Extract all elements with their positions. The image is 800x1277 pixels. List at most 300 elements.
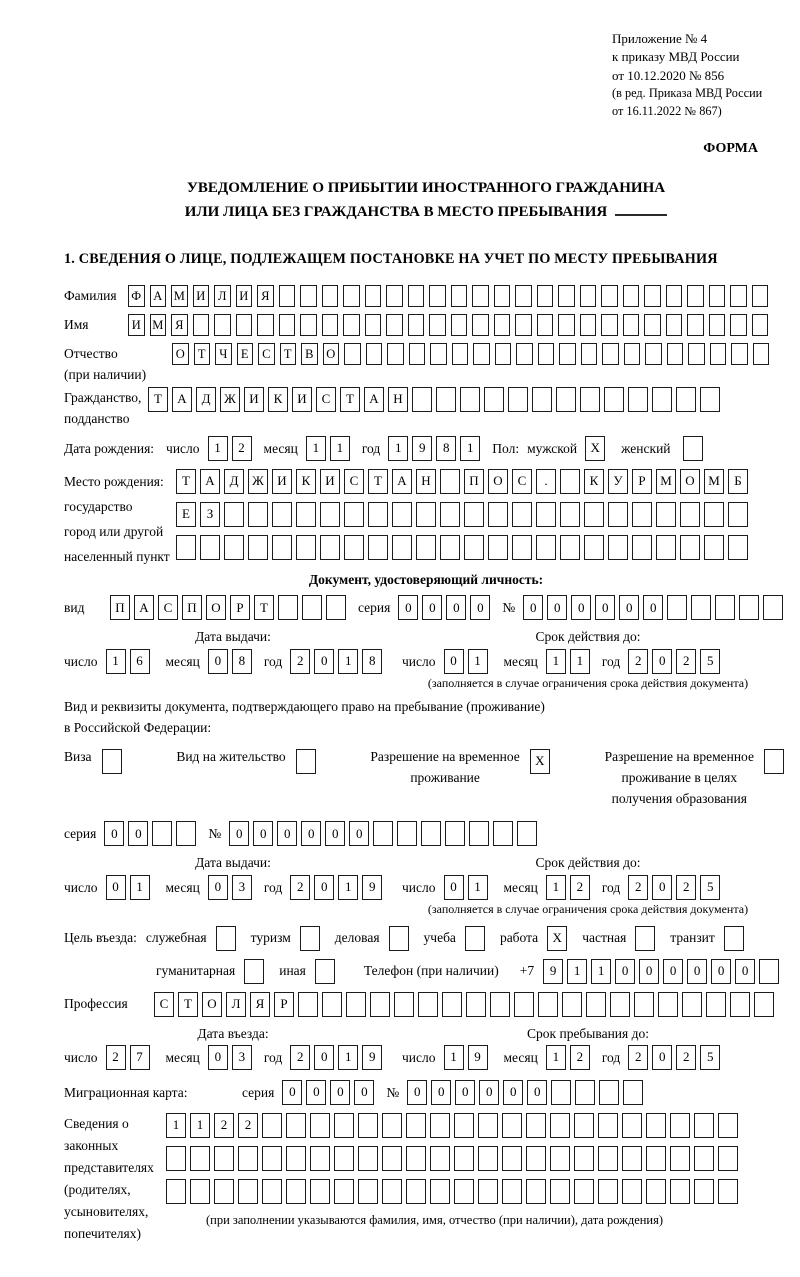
char-box [382,1179,402,1204]
birth-month-boxes [306,436,354,461]
char-box [704,502,724,527]
char-box [440,469,460,494]
representatives-line2 [166,1146,742,1171]
char-box: 0 [595,595,615,620]
char-box [728,502,748,527]
char-box [451,285,468,307]
char-box: 2 [676,1045,696,1070]
char-box [551,1080,571,1105]
char-box: 1 [567,959,587,984]
char-box [310,1179,330,1204]
char-box: 2 [676,649,696,674]
char-box: И [244,387,264,412]
char-box: 0 [615,959,635,984]
char-box: М [656,469,676,494]
char-box [490,992,510,1017]
private-checkbox [635,926,659,951]
char-box [646,1179,666,1204]
char-box: 9 [362,875,382,900]
char-box: И [292,387,312,412]
char-box: О [202,992,222,1017]
char-box [644,314,661,336]
citizenship-boxes [148,387,724,412]
permit-series-boxes [104,821,200,846]
char-box [344,502,364,527]
char-box [451,314,468,336]
char-box [574,1113,594,1138]
char-box: Р [632,469,652,494]
char-box: 0 [354,1080,374,1105]
char-box [466,992,486,1017]
char-box [460,387,480,412]
permit-issue-month-boxes [208,875,256,900]
char-box [691,595,711,620]
permit-issue-year-boxes [290,875,386,900]
char-box [718,1179,738,1204]
business-checkbox [389,926,413,951]
char-box: Б [728,469,748,494]
char-box [710,343,727,365]
char-box [278,595,298,620]
char-box [598,1146,618,1171]
residence-permit-item [176,747,319,774]
char-box: 0 [503,1080,523,1105]
char-box [580,285,597,307]
char-box [763,595,783,620]
char-box: О [488,469,508,494]
char-box: 0 [301,821,321,846]
char-box: Т [178,992,198,1017]
char-box [484,387,504,412]
char-box [537,285,554,307]
char-box [262,1179,282,1204]
profession-label: Профессия [64,996,128,1012]
char-box [574,1146,594,1171]
char-box: 2 [570,875,590,900]
char-box: 2 [214,1113,234,1138]
char-box: 1 [546,649,566,674]
stay-until-label: Срок пребывания до: [527,1025,649,1041]
purpose-row-1 [64,926,788,951]
char-box [718,1113,738,1138]
char-box [550,1146,570,1171]
char-box: О [206,595,226,620]
char-box [598,1113,618,1138]
char-box [472,314,489,336]
char-box [343,314,360,336]
permit-valid-year-boxes [628,875,724,900]
char-box: 0 [470,595,490,620]
char-box [667,343,684,365]
issue-date-label: Дата выдачи: [195,629,271,645]
char-box [262,1113,282,1138]
doc-dates-row [64,628,788,674]
char-box [560,535,580,560]
char-box [334,1146,354,1171]
char-box: 0 [643,595,663,620]
business-label: деловая [334,930,380,946]
char-box: К [268,387,288,412]
stay-month-boxes [546,1045,594,1070]
char-box: 9 [412,436,432,461]
char-box [646,1113,666,1138]
visa-checkbox [102,749,126,774]
char-box: Н [416,469,436,494]
edu-permit-label: Разрешение на временное проживание в целях получения образования [604,748,754,806]
char-box: Ж [220,387,240,412]
char-box: 0 [422,595,442,620]
section1-heading: 1. СВЕДЕНИЯ О ЛИЦЕ, ПОДЛЕЖАЩЕМ ПОСТАНОВКЕ НА УЧЕТ ПО МЕСТУ ПРЕБЫВАНИЯ [64,251,718,268]
char-box [623,314,640,336]
char-box [652,387,672,412]
char-box: 0 [523,595,543,620]
char-box: И [320,469,340,494]
char-box: X [530,749,550,774]
char-box: 1 [338,649,358,674]
char-box: Т [176,469,196,494]
char-box: Ж [248,469,268,494]
char-box: 1 [106,649,126,674]
header-line: Приложение № 4 [612,31,708,46]
day-label: число [166,440,200,456]
char-box [236,314,253,336]
char-box [272,535,292,560]
transit-label: транзит [670,930,715,946]
char-box [687,285,704,307]
residence-permit-checkbox [296,749,320,774]
char-box [667,595,687,620]
char-box [279,314,296,336]
char-box: П [464,469,484,494]
char-box: П [182,595,202,620]
doc-issue-month-boxes [208,649,256,674]
name-boxes [128,314,773,336]
char-box: X [547,926,567,951]
representatives-label: Сведения о законных представителях (родителях, усыновителях, попечителях) [64,1116,154,1242]
char-box: 3 [232,1045,252,1070]
char-box [752,285,769,307]
char-box: 6 [130,649,150,674]
char-box: А [392,469,412,494]
char-box: 0 [571,595,591,620]
char-box: 0 [208,1045,228,1070]
char-box: 1 [338,875,358,900]
char-box: 1 [591,959,611,984]
char-box: 9 [362,1045,382,1070]
char-box [601,314,618,336]
right-doc-text1: Вид и реквизиты документа, подтверждающего право на пребывание (проживание) [64,698,545,714]
char-box: 0 [547,595,567,620]
char-box: П [110,595,130,620]
char-box [537,314,554,336]
char-box: 1 [130,875,150,900]
char-box [724,926,744,951]
char-box [279,285,296,307]
birthplace-line2 [176,502,752,527]
work-label: работа [499,930,539,946]
char-box [623,285,640,307]
representatives-line3 [166,1179,742,1204]
char-box: И [236,285,253,307]
char-box [478,1179,498,1204]
permit-issue-col: Дата выдачи: число 0 1 месяц 0 3 год 2 0 1 9 [64,854,402,900]
char-box [478,1146,498,1171]
entry-date-col: Дата въезда: число 2 7 месяц 0 3 год 2 0 1 9 [64,1025,402,1071]
char-box [412,387,432,412]
temp-permit-label: Разрешение на временное проживание [370,748,520,785]
validity-note: (заполняется в случае ограничения срока действия документа) [427,676,749,690]
char-box [628,387,648,412]
valid-until-label: Срок действия до: [535,629,641,645]
char-box: 1 [166,1113,186,1138]
char-box [704,535,724,560]
permit-issue-day-boxes [106,875,154,900]
char-box: 0 [253,821,273,846]
char-box [683,436,703,461]
month-label: месяц [263,440,298,456]
char-box [272,502,292,527]
char-box: 5 [700,875,720,900]
char-box [445,821,465,846]
char-box [622,1179,642,1204]
char-box [730,992,750,1017]
permit-series-row [64,821,788,846]
char-box: Д [224,469,244,494]
char-box [495,343,512,365]
doc-kind-row [64,595,788,620]
char-box: 1 [338,1045,358,1070]
char-box: 0 [208,875,228,900]
char-box [326,595,346,620]
char-box [709,314,726,336]
char-box: С [154,992,174,1017]
char-box [296,535,316,560]
char-box: Т [368,469,388,494]
birthplace-line1 [176,469,752,494]
char-box [366,343,383,365]
char-box [368,535,388,560]
char-box: 0 [652,649,672,674]
char-box [214,314,231,336]
char-box: 0 [407,1080,427,1105]
migration-series-boxes [282,1080,378,1105]
char-box: 0 [431,1080,451,1105]
char-box [632,535,652,560]
surname-boxes [128,285,773,307]
char-box [550,1113,570,1138]
year-label: год [361,440,381,456]
doc-valid-month-boxes [546,649,594,674]
char-box: 0 [229,821,249,846]
char-box [472,285,489,307]
char-box: О [172,343,189,365]
stay-until-col: Срок пребывания до: число 1 9 месяц 1 2 год 2 0 2 5 [402,1025,774,1071]
char-box: 1 [468,649,488,674]
char-box [430,343,447,365]
citizenship-row [64,387,788,429]
char-box [558,314,575,336]
char-box [430,1113,450,1138]
char-box [731,343,748,365]
char-box: 1 [460,436,480,461]
char-box: 9 [543,959,563,984]
char-box [646,1146,666,1171]
char-box [632,502,652,527]
char-box [580,387,600,412]
migration-card-row: Миграционная карта: серия 0 0 0 0 № 0 0 0 0 0 0 [64,1080,788,1105]
char-box [382,1146,402,1171]
char-box [469,821,489,846]
doc-kind-label: вид [64,600,85,616]
char-box: 0 [208,649,228,674]
char-box [320,502,340,527]
char-box [700,387,720,412]
tourism-checkbox [300,926,324,951]
char-box: В [301,343,318,365]
char-box: 2 [628,875,648,900]
char-box [387,343,404,365]
char-box [315,959,335,984]
char-box [493,821,513,846]
char-box [406,1179,426,1204]
permit-series-label: серия [64,826,97,842]
char-box [257,314,274,336]
char-box: 0 [325,821,345,846]
char-box [473,343,490,365]
char-box: X [585,436,605,461]
purpose-label: Цель въезда: [64,930,137,946]
birthplace-line3 [176,535,752,560]
official-label: служебная [145,930,207,946]
char-box [344,535,364,560]
char-box: Р [274,992,294,1017]
char-box [682,992,702,1017]
citizenship-label: Гражданство, подданство [64,389,142,426]
char-box: 0 [663,959,683,984]
char-box: М [704,469,724,494]
char-box: 1 [208,436,228,461]
char-box [334,1113,354,1138]
char-box [176,821,196,846]
entry-dates-row [64,1025,788,1071]
char-box [300,926,320,951]
title-underline [615,201,667,217]
study-checkbox [465,926,489,951]
char-box: 0 [277,821,297,846]
char-box: Д [196,387,216,412]
char-box [512,535,532,560]
char-box [452,343,469,365]
char-box: Л [226,992,246,1017]
char-box [581,343,598,365]
char-box [373,821,393,846]
stay-day-boxes [444,1045,492,1070]
char-box [739,595,759,620]
char-box [574,1179,594,1204]
char-box: 2 [570,1045,590,1070]
char-box: 1 [546,875,566,900]
char-box [436,387,456,412]
char-box: 1 [330,436,350,461]
char-box [166,1146,186,1171]
char-box [358,1179,378,1204]
char-box [302,595,322,620]
char-box [464,502,484,527]
birthplace-boxes [176,469,752,568]
char-box: 0 [128,821,148,846]
char-box [764,749,784,774]
char-box [238,1146,258,1171]
char-box: 8 [362,649,382,674]
char-box [102,749,122,774]
char-box [429,314,446,336]
char-box: 0 [106,875,126,900]
char-box [429,285,446,307]
char-box: К [296,469,316,494]
char-box: 5 [700,1045,720,1070]
birthdate-label: Дата рождения: [64,440,155,456]
char-box [515,314,532,336]
char-box: А [200,469,220,494]
char-box: 1 [388,436,408,461]
char-box [200,535,220,560]
char-box [358,1113,378,1138]
char-box: О [323,343,340,365]
representatives-boxes [166,1113,742,1228]
edu-permit-checkbox [764,749,788,774]
char-box [706,992,726,1017]
char-box [687,314,704,336]
birthplace-label: Место рождения: государство город или другой населенный пункт [64,473,170,564]
temp-permit-item [370,747,553,789]
char-box [406,1113,426,1138]
char-box: 0 [652,875,672,900]
char-box: 2 [290,1045,310,1070]
tourism-label: туризм [250,930,291,946]
doc-issue-day-boxes [106,649,154,674]
char-box [248,502,268,527]
char-box: 0 [398,595,418,620]
char-box [368,502,388,527]
char-box [752,314,769,336]
char-box [365,314,382,336]
char-box [298,992,318,1017]
char-box [409,343,426,365]
char-box: Ф [128,285,145,307]
permit-valid-month-boxes [546,875,594,900]
char-box [408,314,425,336]
char-box: 0 [314,875,334,900]
char-box: Т [194,343,211,365]
char-box [730,285,747,307]
char-box: Ч [215,343,232,365]
char-box: 0 [446,595,466,620]
other-label: иная [279,963,306,979]
char-box [464,535,484,560]
doc-kind-boxes [110,595,350,620]
char-box [176,535,196,560]
char-box [670,1113,690,1138]
char-box [715,595,735,620]
edu-permit-item [605,747,788,810]
char-box [442,992,462,1017]
other-checkbox [315,959,339,984]
visa-label: Виза [64,748,92,764]
permit-valid-col: Срок действия до: число 0 1 месяц 1 2 год 2 0 2 5 [402,854,774,900]
birth-day-boxes [208,436,256,461]
entry-year-boxes [290,1045,386,1070]
char-box [517,821,537,846]
